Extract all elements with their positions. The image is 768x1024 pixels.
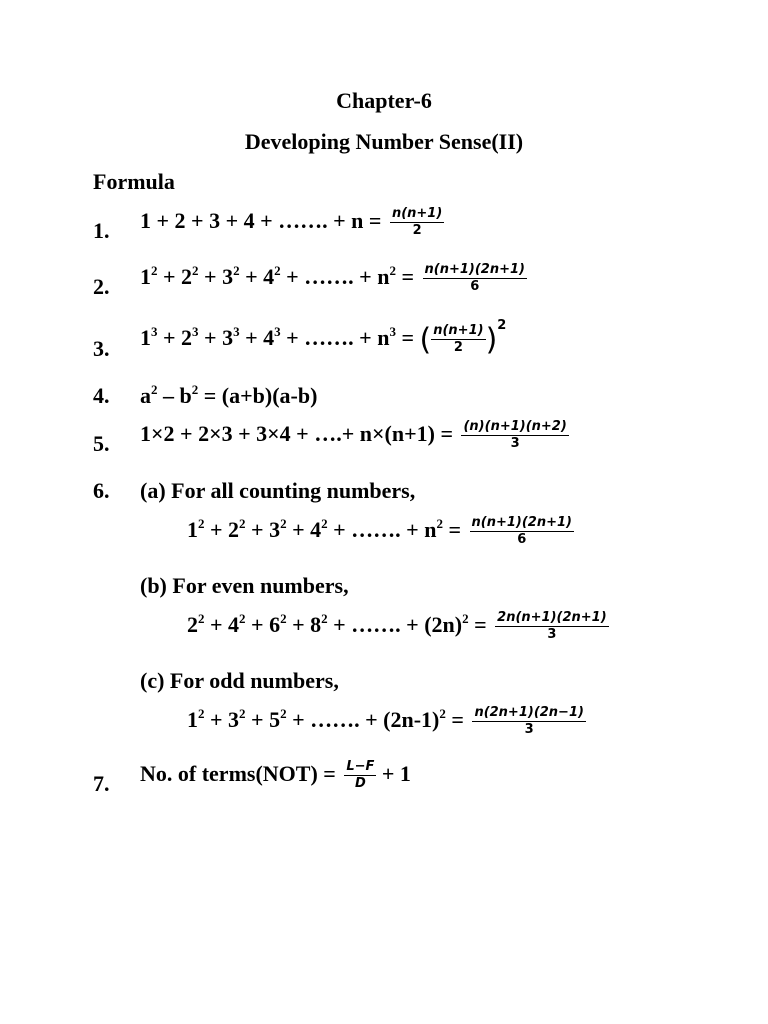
formula-3-fraction [431, 324, 485, 356]
fraction-denominator: 3 [510, 435, 520, 451]
formula-4-number: 4. [93, 383, 110, 408]
fraction-numerator: n(n+1)(2n+1) [471, 515, 572, 530]
formula-3-power: 2 [497, 318, 507, 333]
formula-6b-label: (b) For even numbers, [140, 573, 349, 598]
fraction-denominator: 2 [412, 222, 422, 238]
formula-6c-fraction [472, 706, 586, 738]
formula-7 [140, 760, 411, 792]
chapter-heading: Chapter-6 [336, 88, 432, 113]
fraction-numerator: n(n+1) [391, 206, 443, 221]
formula-1-fraction [390, 207, 444, 239]
formula-7-lhs: No. of terms(NOT) = [140, 760, 336, 786]
formula-7-number: 7. [93, 771, 110, 796]
fraction-denominator: D [354, 775, 366, 791]
fraction-denominator: 6 [470, 278, 480, 294]
formula-2-number: 2. [93, 274, 110, 299]
formula-6c-label: (c) For odd numbers, [140, 668, 339, 693]
left-paren: ( [419, 322, 432, 358]
fraction-denominator: 2 [453, 339, 463, 355]
formula-4: $a^2 - b^2 = (a+b)(a-b)$ [140, 382, 318, 408]
fraction-numerator: n(n+1)(2n+1) [424, 262, 525, 277]
fraction-denominator: 3 [524, 721, 534, 737]
formula-1-number: 1. [93, 218, 110, 243]
formula-1 [140, 207, 444, 239]
fraction-numerator: 2n(n+1)(2n+1) [497, 610, 607, 625]
formula-5-number: 5. [93, 431, 110, 456]
fraction-denominator: 6 [517, 531, 527, 547]
formula-5-lhs: 1×2 + 2×3 + 3×4 + ….+ n×(n+1) = [140, 420, 453, 446]
chapter-title: Developing Number Sense(II) [244, 129, 524, 154]
formula-6b: $2^2 + 4^2 + 6^2 + 8^2$ + ……. + $(2n)^2$ = $\frac{2n(n+1)(2n+1)}{3}$ [187, 610, 607, 642]
formula-5 [140, 420, 569, 452]
formula-1-lhs: 1 + 2 + 3 + 4 + ……. + n = [140, 207, 382, 233]
formula-6c: $1^2 + 3^2 + 5^2$ + ……. + $(2n-1)^2$ = $\frac{n(2n+1)(2n-1)}{3}$ [187, 705, 584, 737]
formula-2-fraction [423, 263, 527, 295]
formula-3-lhs: $1^3 + 2^3 + 3^3 + 4^3$ + ……. + $n^3$ = [140, 324, 414, 350]
formula-5-fraction [461, 420, 568, 452]
formula-2 [140, 263, 527, 295]
formula-7-fraction [344, 760, 376, 792]
fraction-denominator: 3 [547, 626, 557, 642]
formula-6a-label: (a) For all counting numbers, [140, 478, 416, 503]
formula-2-lhs: $1^2 + 2^2 + 3^2 + 4^2$ + ……. + $n^2$ = [140, 262, 414, 289]
section-heading: Formula [93, 169, 175, 194]
formula-6-number: 6. [93, 478, 110, 503]
formula-3-number: 3. [93, 336, 110, 361]
formula-6b-fraction [495, 611, 609, 643]
fraction-numerator: n(n+1) [433, 323, 484, 339]
formula-3 [140, 318, 506, 357]
fraction-numerator: n(2n+1)(2n−1) [474, 705, 584, 720]
fraction-numerator: L−F [346, 759, 375, 774]
formula-6a-fraction [470, 516, 574, 548]
right-paren: ) [485, 322, 498, 358]
fraction-numerator: (n)(n+1)(n+2) [463, 419, 567, 434]
formula-7-tail: + 1 [381, 760, 411, 786]
formula-6a: $1^2 + 2^2 + 3^2 + 4^2$ + ……. + $n^2$ = $\frac{n(n+1)(2n+1)}{6}$ [187, 515, 572, 547]
